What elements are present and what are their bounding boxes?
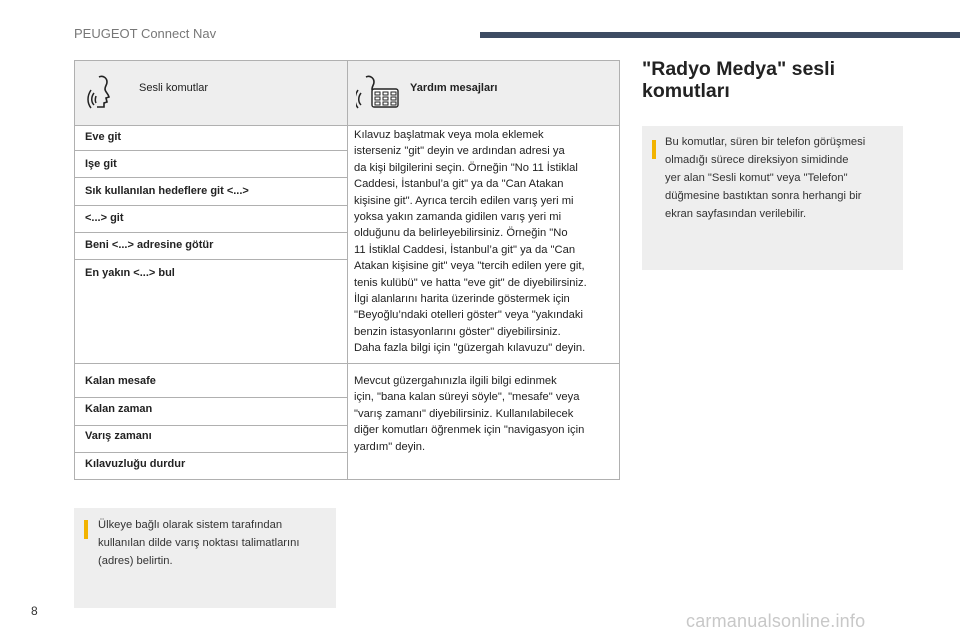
command-label: Işe git bbox=[85, 158, 117, 170]
note-text bbox=[665, 133, 899, 223]
description-line: Daha fazla bilgi için "güzergah kılavuzu" deyin. bbox=[354, 342, 586, 355]
description-line: kişisine git". Ayrıca tercih edilen varış yeri mi bbox=[354, 194, 574, 207]
command-label: En yakın <...> bul bbox=[85, 267, 175, 279]
column-divider bbox=[347, 125, 348, 479]
description-line: "varış zamanı" diyebilirsiniz. Kullanılabilecek bbox=[354, 407, 574, 420]
command-label: <...> git bbox=[85, 212, 124, 224]
header-title: PEUGEOT Connect Nav bbox=[74, 26, 217, 41]
table-rule bbox=[75, 232, 347, 233]
section-title-line: "Radyo Medya" sesli bbox=[642, 58, 835, 80]
note-line: (adres) belirtin. bbox=[98, 555, 173, 567]
table-rule bbox=[75, 177, 347, 178]
note-line: olmadığı sürece direksiyon simidinde bbox=[665, 154, 849, 166]
command-label: Kalan mesafe bbox=[85, 375, 156, 387]
note-line: yer alan "Sesli komut" veya "Telefon" bbox=[665, 172, 848, 184]
note-marker bbox=[84, 520, 88, 539]
table-rule bbox=[75, 259, 347, 260]
command-label: Varış zamanı bbox=[85, 430, 152, 442]
command-label: Kalan zaman bbox=[85, 403, 153, 415]
help-description bbox=[354, 373, 616, 455]
voice-command-icon bbox=[87, 71, 121, 116]
command-label: Kılavuzluğu durdur bbox=[85, 458, 186, 470]
command-label: Eve git bbox=[85, 131, 122, 143]
watermark: carmanualsonline.info bbox=[686, 611, 866, 631]
description-line: olduğunu da belirleyebilirsiniz. Örneğin "No bbox=[354, 227, 568, 240]
header-rule bbox=[480, 32, 960, 38]
note-line: düğmesine bastıktan sonra herhangi bir bbox=[665, 190, 862, 202]
description-line: diğer komutları öğrenmek için "navigasyon için bbox=[354, 424, 585, 437]
command-label: Beni <...> adresine götür bbox=[85, 239, 214, 251]
note-line: kullanılan dilde varış noktası talimatlarını bbox=[98, 537, 300, 549]
description-line: Atakan kişisine git" veya "tercih edilen yere git, bbox=[354, 260, 585, 273]
table-rule bbox=[75, 150, 347, 151]
table-rule bbox=[75, 363, 619, 364]
table-rule bbox=[75, 205, 347, 206]
note-text bbox=[98, 516, 330, 570]
section-title bbox=[642, 58, 835, 102]
help-messages-label: Yardım mesajları bbox=[410, 82, 498, 94]
description-line: yardım" deyin. bbox=[354, 440, 426, 453]
note-line: ekran sayfasından verilebilir. bbox=[665, 208, 807, 220]
voice-command-table bbox=[74, 60, 620, 480]
note-marker bbox=[652, 140, 656, 159]
description-line: isterseniz "git" deyin ve ardından adresi ya bbox=[354, 145, 565, 158]
help-message-icon bbox=[356, 71, 402, 116]
table-rule bbox=[75, 452, 347, 453]
table-rule bbox=[75, 425, 347, 426]
description-line: tenis kulübü" ve hatta "eve git" de diyebilirsiniz. bbox=[354, 276, 587, 289]
help-messages-header bbox=[348, 61, 619, 125]
note-line: Bu komutlar, süren bir telefon görüşmesi bbox=[665, 136, 866, 148]
help-description bbox=[354, 127, 616, 357]
destination-note bbox=[74, 508, 336, 608]
description-line: 11 İstiklal Caddesi, İstanbul’a git" ya da "Can bbox=[354, 243, 576, 256]
description-line: İlgi alanlarını harita üzerinde göstermek için bbox=[354, 293, 570, 306]
note-line: Ülkeye bağlı olarak sistem tarafından bbox=[98, 519, 283, 531]
description-line: için, "bana kalan süreyi söyle", "mesafe" veya bbox=[354, 391, 580, 404]
voice-commands-header bbox=[75, 61, 348, 125]
description-line: Kılavuz başlatmak veya mola eklemek bbox=[354, 129, 544, 141]
section-title-line: komutları bbox=[642, 80, 730, 102]
description-line: Mevcut güzergahınızla ilgili bilgi edinmek bbox=[354, 375, 557, 387]
page-number: 8 bbox=[31, 604, 38, 618]
voice-commands-label: Sesli komutlar bbox=[139, 82, 209, 94]
description-line: Caddesi, İstanbul’a git" ya da "Can Atakan bbox=[354, 178, 564, 191]
table-rule bbox=[75, 397, 347, 398]
description-line: da kişi bilgilerini seçin. Örneğin "No 11 İstiklal bbox=[354, 161, 578, 174]
description-line: benzin istasyonlarını göster" diyebilirsiniz. bbox=[354, 325, 561, 338]
description-line: "Beyoğlu’ndaki otelleri göster" veya "yakındaki bbox=[354, 309, 583, 322]
description-line: yoksa yakın zamanda gidilen varış yeri mi bbox=[354, 211, 562, 224]
command-label: Sık kullanılan hedeflere git <...> bbox=[85, 185, 249, 197]
radio-media-note bbox=[642, 126, 903, 270]
